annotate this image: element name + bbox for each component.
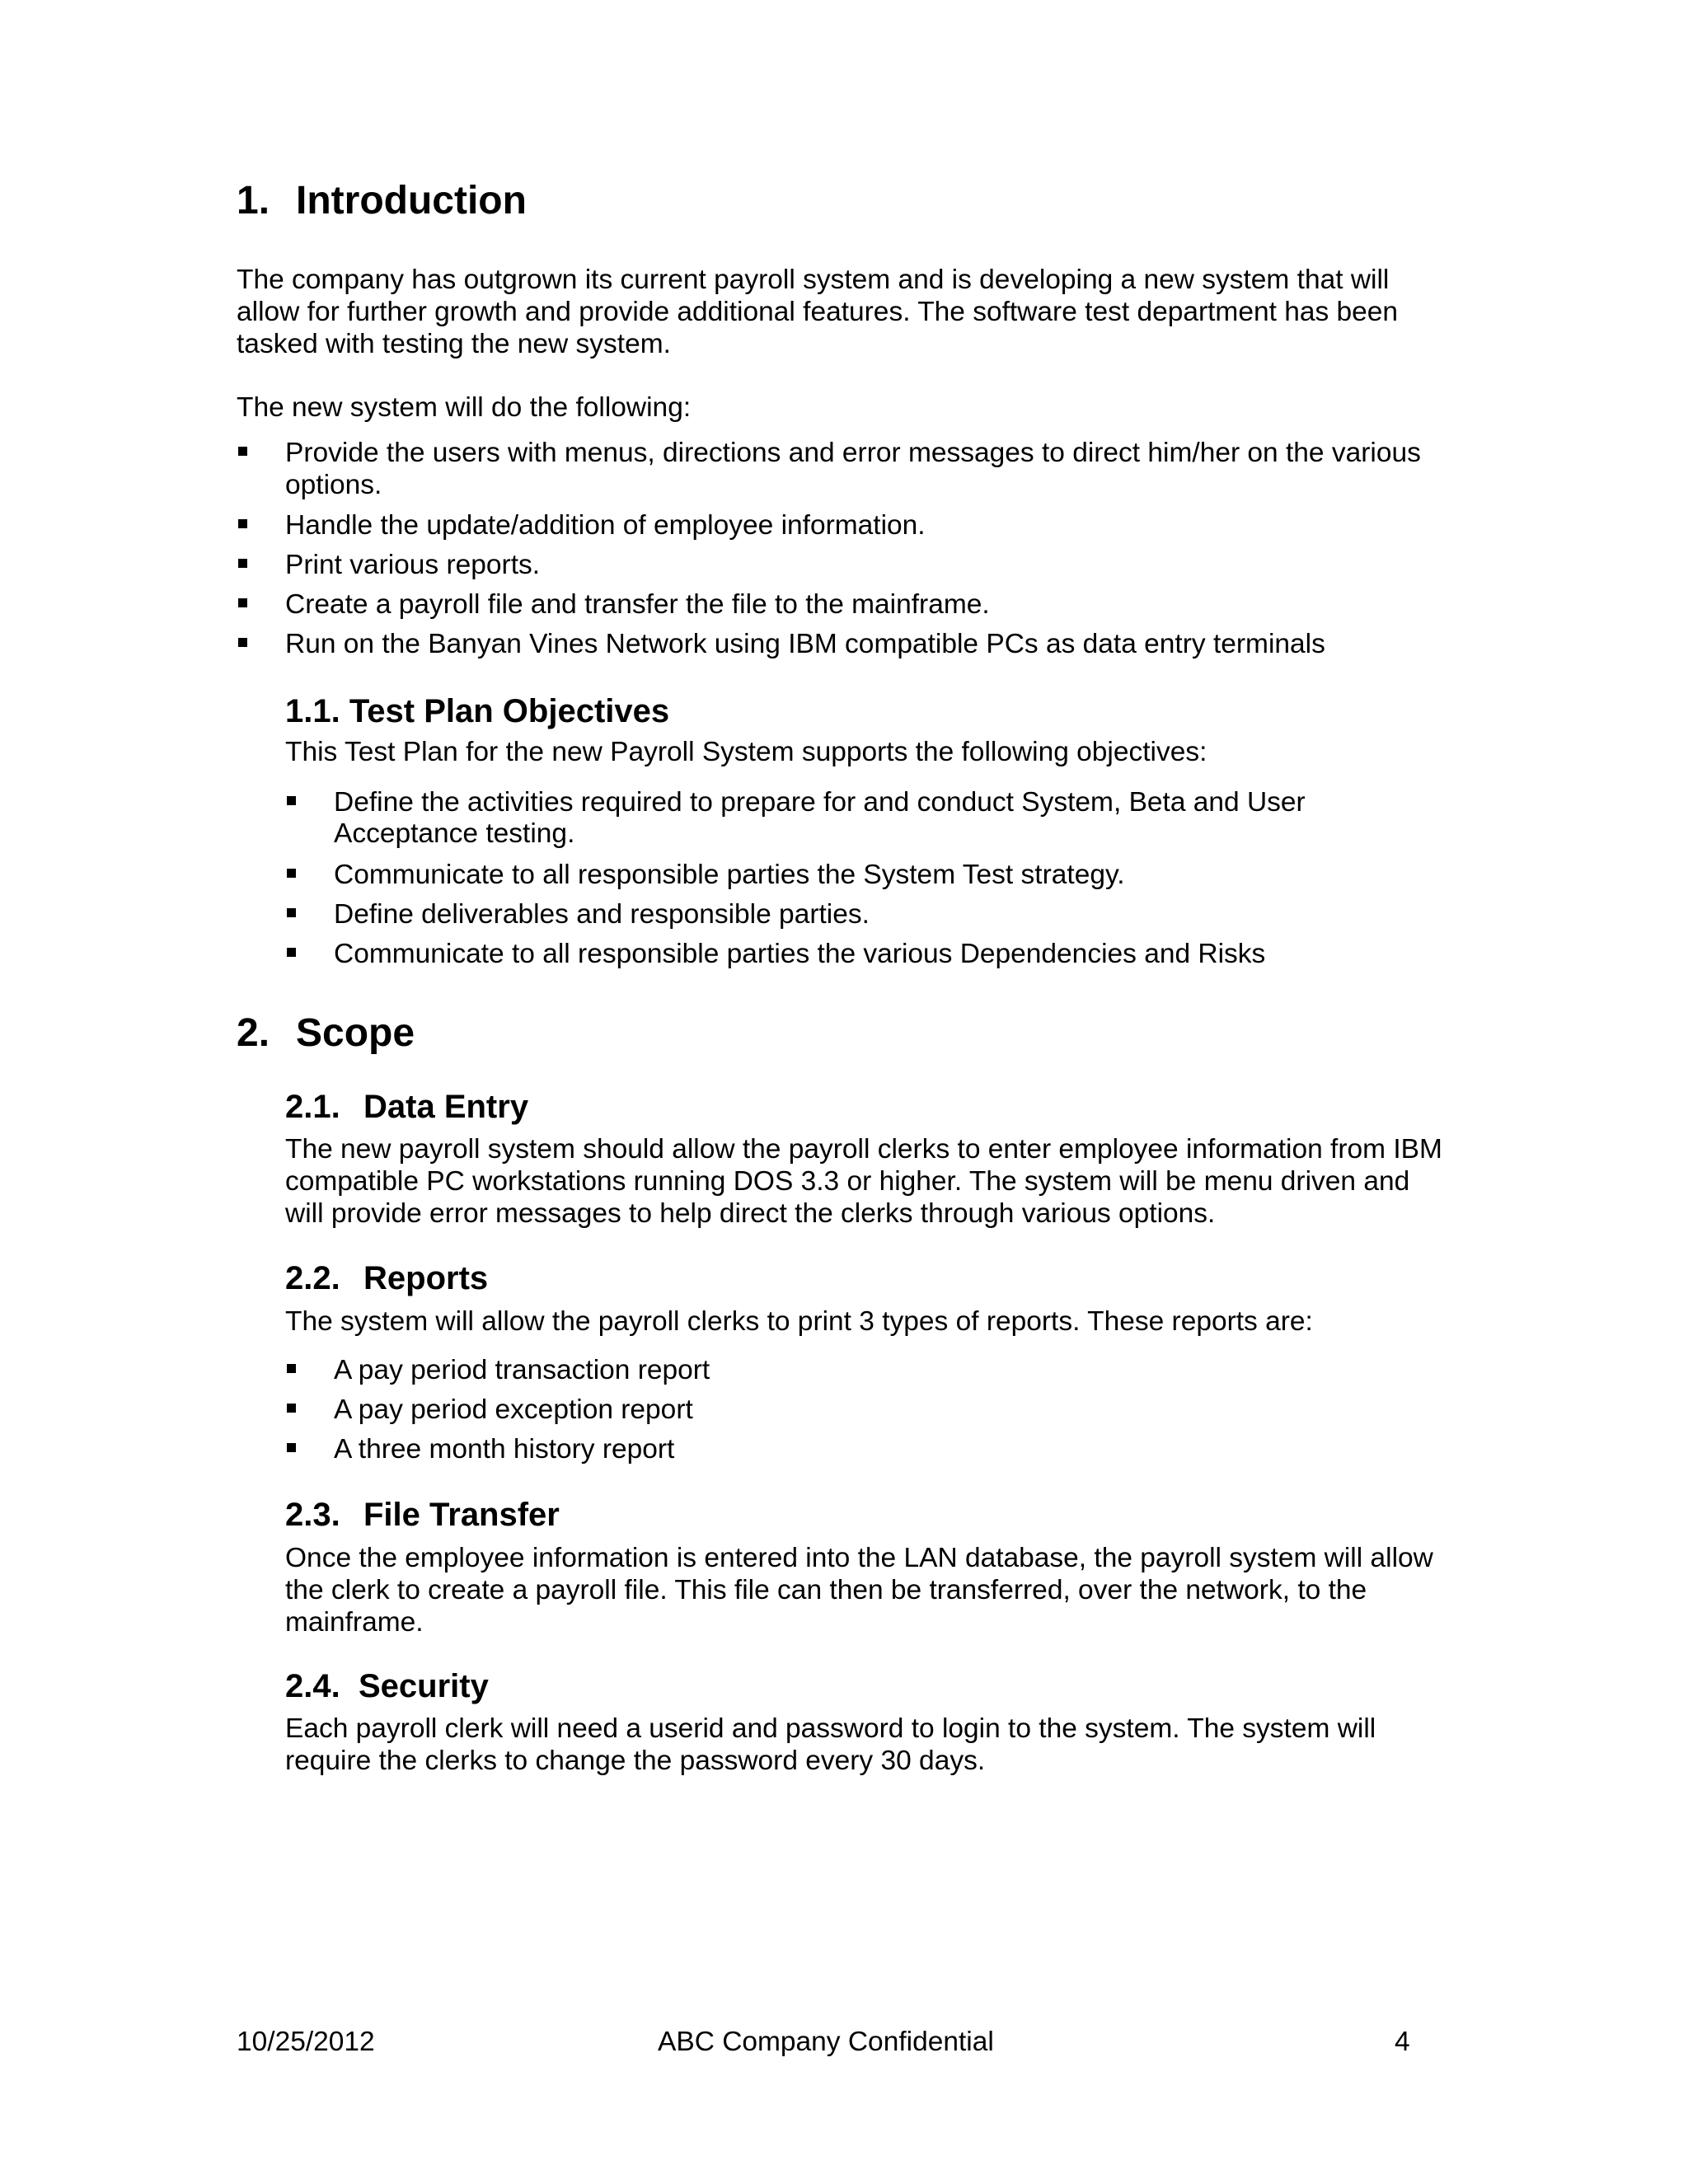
bullet-icon xyxy=(287,1404,296,1413)
reports-paragraph: The system will allow the payroll clerks to print 3 types of reports. These reports are: xyxy=(285,1306,1313,1337)
heading-data-entry xyxy=(285,1087,528,1127)
data-entry-paragraph-line: will provide error messages to help direct the clerks through various options. xyxy=(285,1198,1216,1229)
heading-number: 1. xyxy=(237,179,270,223)
list-item-continuation: Acceptance testing. xyxy=(334,818,575,849)
bullet-icon xyxy=(238,559,247,568)
heading-number: 2.3. xyxy=(285,1497,340,1533)
list-item: Communicate to all responsible parties the System Test strategy. xyxy=(334,860,1125,890)
heading-number: 2. xyxy=(237,1011,270,1055)
intro-paragraph-line: tasked with testing the new system. xyxy=(237,329,671,359)
heading-title: Data Entry xyxy=(363,1089,529,1125)
bullet-icon xyxy=(287,1364,296,1373)
list-item: Communicate to all responsible parties the various Dependencies and Risks xyxy=(334,939,1266,969)
heading-security xyxy=(285,1666,489,1706)
data-entry-paragraph-line: compatible PC workstations running DOS 3.3 or higher. The system will be menu driven and xyxy=(285,1166,1410,1197)
heading-test-plan-objectives: 1.1. Test Plan Objectives xyxy=(285,693,670,729)
footer-confidential: ABC Company Confidential xyxy=(658,2027,994,2057)
heading-reports xyxy=(285,1258,488,1298)
list-item: Define deliverables and responsible parties. xyxy=(334,899,870,930)
bullet-icon xyxy=(287,948,296,957)
security-paragraph-line: require the clerks to change the password every 30 days. xyxy=(285,1746,986,1776)
file-transfer-paragraph-line: Once the employee information is entered into the LAN database, the payroll system will allow xyxy=(285,1543,1433,1573)
heading-number: 2.1. xyxy=(285,1089,340,1125)
list-item-continuation: options. xyxy=(285,470,382,500)
bullet-icon xyxy=(238,638,247,647)
file-transfer-paragraph-line: mainframe. xyxy=(285,1607,424,1638)
list-item: Provide the users with menus, directions and error messages to direct him/her on the various xyxy=(285,438,1421,468)
list-item: A three month history report xyxy=(334,1434,675,1465)
list-item: Define the activities required to prepare for and conduct System, Beta and User xyxy=(334,787,1306,818)
intro-lead-in: The new system will do the following: xyxy=(237,392,692,423)
footer-date: 10/25/2012 xyxy=(237,2027,375,2057)
data-entry-paragraph-line: The new payroll system should allow the payroll clerks to enter employee information from IBM xyxy=(285,1134,1442,1165)
list-item: Handle the update/addition of employee information. xyxy=(285,510,926,541)
heading-number: 2.2. xyxy=(285,1260,340,1296)
heading-title: Security xyxy=(359,1668,489,1704)
bullet-icon xyxy=(287,908,296,917)
list-item: Create a payroll file and transfer the file to the mainframe. xyxy=(285,589,990,620)
heading-title: Introduction xyxy=(296,179,527,223)
heading-introduction xyxy=(237,178,527,224)
list-item: Print various reports. xyxy=(285,550,541,580)
bullet-icon xyxy=(287,1443,296,1452)
bullet-icon xyxy=(238,447,247,456)
intro-paragraph-line: The company has outgrown its current payroll system and is developing a new system that will xyxy=(237,265,1390,295)
intro-paragraph-line: allow for further growth and provide additional features. The software test department has been xyxy=(237,297,1399,327)
bullet-icon xyxy=(238,598,247,607)
security-paragraph-line: Each payroll clerk will need a userid and password to login to the system. The system will xyxy=(285,1713,1376,1744)
bullet-icon xyxy=(287,796,296,805)
list-item: A pay period exception report xyxy=(334,1394,693,1425)
heading-title: Scope xyxy=(296,1011,415,1055)
list-item: A pay period transaction report xyxy=(334,1355,710,1385)
heading-title: Reports xyxy=(363,1260,489,1296)
heading-scope xyxy=(237,1010,415,1057)
objectives-paragraph: This Test Plan for the new Payroll System supports the following objectives: xyxy=(285,737,1207,767)
list-item: Run on the Banyan Vines Network using IBM compatible PCs as data entry terminals xyxy=(285,629,1325,659)
file-transfer-paragraph-line: the clerk to create a payroll file. This file can then be transferred, over the network, to the xyxy=(285,1575,1367,1605)
bullet-icon xyxy=(287,869,296,878)
footer-page-number: 4 xyxy=(1395,2027,1410,2057)
bullet-icon xyxy=(238,519,247,528)
heading-title: File Transfer xyxy=(363,1497,560,1533)
heading-file-transfer xyxy=(285,1495,560,1535)
heading-number: 2.4. xyxy=(285,1668,340,1704)
